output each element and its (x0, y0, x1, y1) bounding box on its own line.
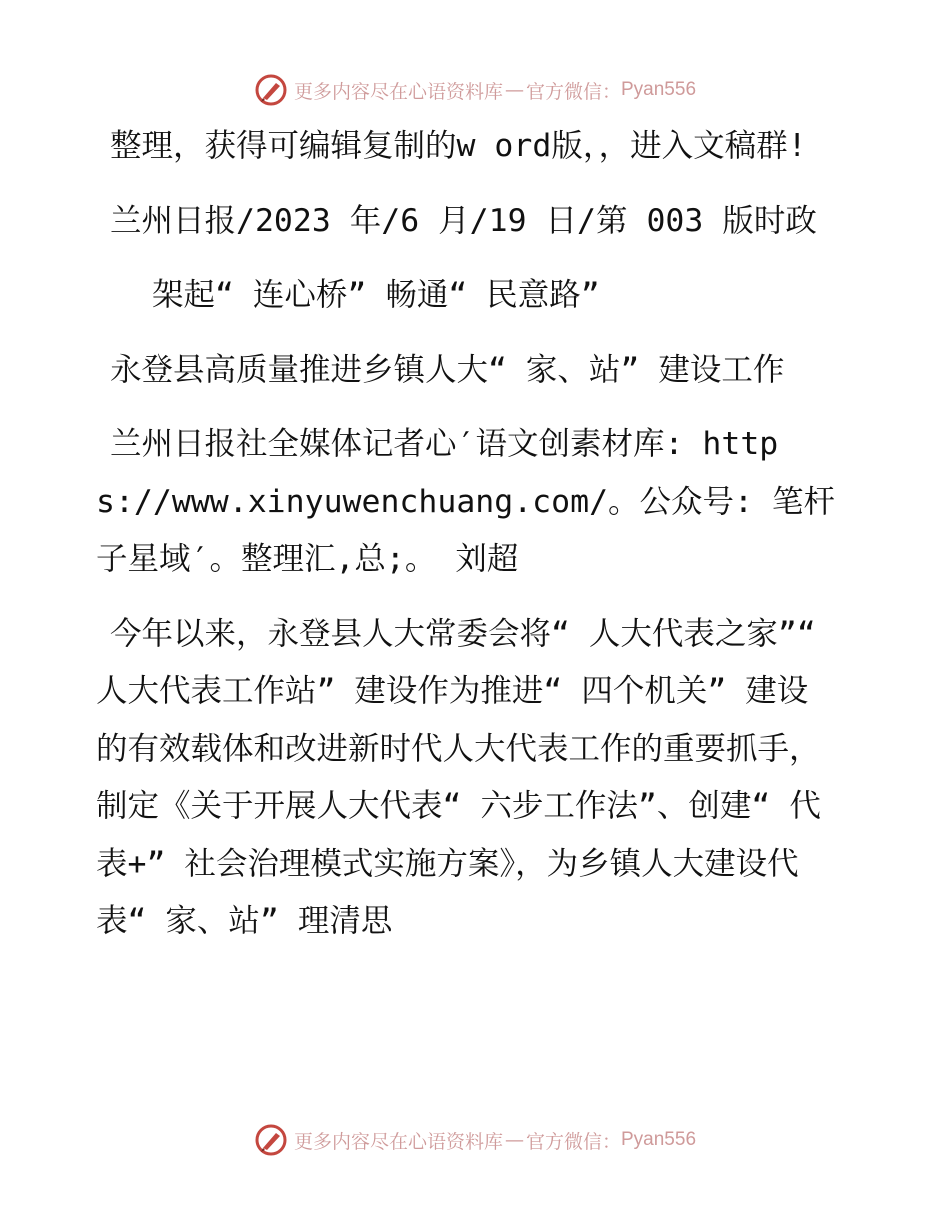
watermark-banner-bottom (0, 1120, 950, 1160)
banner-wechat-id: Pyan556 (621, 1129, 697, 1150)
subheadline: 永登县高质量推进乡镇人大“ 家、站” 建设工作 (110, 351, 785, 388)
body-paragraph: 今年以来，永登县人大常委会将“ 人大代表之家”“ 人大代表工作站” 建设作为推进“ 四个机关” 建设的有效载体和改进新时代人大代表工作的重要抓手，制定《关于开展人大代表“ 六步工作法”、创建“ 代表+” 社会治理模式实施方案》，为乡镇人大建设代表“ 家、站” 理清思 (96, 615, 821, 939)
pen-circle-logo-icon (254, 73, 288, 107)
document-body (96, 118, 836, 968)
headline: 架起“ 连心桥” 畅通“ 民意路” (152, 277, 600, 313)
banner-separator: — (504, 1129, 524, 1151)
watermark-banner-top (0, 70, 950, 110)
banner-separator: — (504, 79, 524, 101)
byline: 兰州日报社全媒体记者心′语文创素材库: https://www.xinyuwenchuang.com/。公众号: 笔杆子星域′。整理汇,总;。 刘超 (96, 426, 835, 577)
banner-brand-text: 更多内容尽在心语资料库 (293, 1130, 503, 1153)
pen-circle-logo-icon (254, 1123, 288, 1157)
intro-paragraph: 整理，获得可编辑复制的w ord版，，进入文稿群! (110, 128, 807, 164)
banner-brand-text: 更多内容尽在心语资料库 (293, 80, 503, 103)
dateline: 兰州日报/2023 年/6 月/19 日/第 003 版时政 (110, 202, 817, 239)
banner-official-text: 官方微信： (525, 1130, 621, 1153)
banner-wechat-id: Pyan556 (621, 79, 697, 100)
banner-official-text: 官方微信： (525, 80, 621, 103)
